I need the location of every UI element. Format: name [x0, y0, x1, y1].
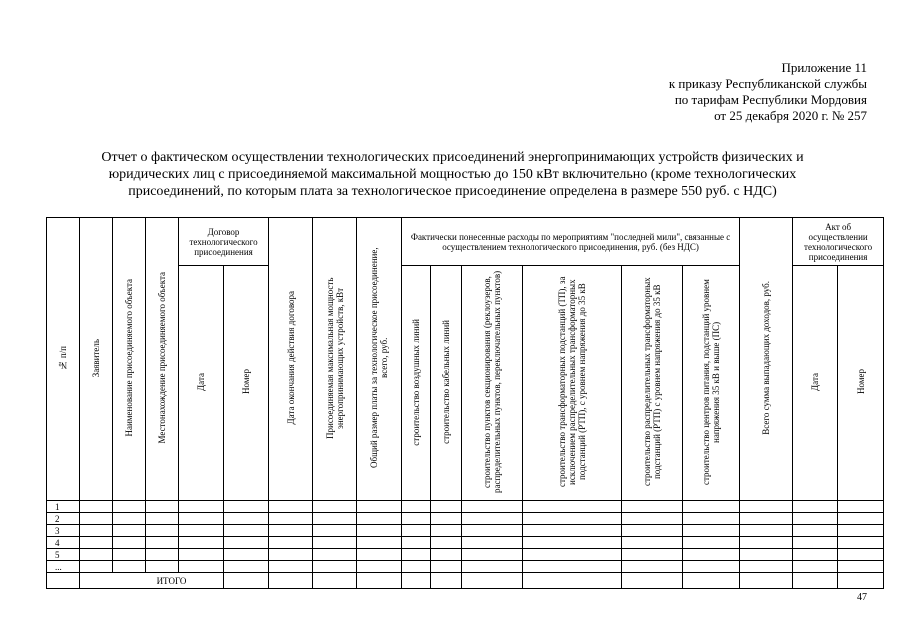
- header-object-name: Наименование присоединяемого объекта: [113, 218, 146, 501]
- total-row: [47, 573, 884, 589]
- table-row: [47, 501, 884, 513]
- row-number: 1: [47, 501, 80, 513]
- table-cell: [462, 501, 523, 513]
- table-cell: [357, 501, 402, 513]
- table-cell: [80, 501, 113, 513]
- table-cell: [224, 501, 269, 513]
- header-cost-4: строительство трансформаторных подстанций (ТП), за исключением распределительных трансформаторных подстанций (РТП), с уровнем напряжения до 35 кВ: [523, 266, 622, 501]
- table-cell: [838, 513, 884, 525]
- table-cell: [224, 513, 269, 525]
- table-cell: [462, 513, 523, 525]
- table-cell: [179, 549, 224, 561]
- table-cell: [269, 537, 313, 549]
- table-cell: [269, 513, 313, 525]
- table-row: [47, 513, 884, 525]
- table-cell: [313, 513, 357, 525]
- table-cell: [838, 525, 884, 537]
- table-cell: [431, 561, 462, 573]
- table-cell: [80, 537, 113, 549]
- table-cell: [146, 501, 179, 513]
- table-cell: [523, 525, 622, 537]
- table-cell: [740, 501, 793, 513]
- table-cell: [269, 561, 313, 573]
- header-cost-1: строительство воздушных линий: [402, 266, 431, 501]
- table-cell: [113, 549, 146, 561]
- table-cell: [146, 549, 179, 561]
- table-cell: [146, 561, 179, 573]
- appendix-block: [669, 60, 867, 124]
- table-cell: [269, 525, 313, 537]
- table-cell: [523, 549, 622, 561]
- table-cell: [357, 561, 402, 573]
- table-cell: [740, 513, 793, 525]
- table-cell: [402, 537, 431, 549]
- header-cost-3: строительство пунктов секционирования (реклоузеров, распределительных пунктов, переключательных пунктов): [462, 266, 523, 501]
- table-cell: [462, 525, 523, 537]
- table-cell: [146, 513, 179, 525]
- table-cell: [462, 549, 523, 561]
- table-cell: [431, 549, 462, 561]
- table-cell: [793, 513, 838, 525]
- table-cell: [80, 561, 113, 573]
- appendix-line: по тарифам Республики Мордовия: [674, 92, 867, 107]
- table-cell: [179, 501, 224, 513]
- table-cell: [357, 525, 402, 537]
- header-total-fee: Общий размер платы за технологическое присоединение, всего, руб.: [357, 218, 402, 501]
- table-cell: [357, 537, 402, 549]
- table-cell: [622, 525, 683, 537]
- table-cell: [313, 501, 357, 513]
- report-title: Отчет о фактическом осуществлении технологических присоединений энергопринимающих устройств физических и юридических лиц с присоединяемой максимальной мощностью до 150 кВт включительно (кроме технологических присоединений, по которым плата за технологическое присоединение определена в размере 550 руб. с НДС): [101, 150, 804, 199]
- table-cell: [224, 525, 269, 537]
- table-cell: [179, 537, 224, 549]
- table-cell: [523, 561, 622, 573]
- table-cell: [113, 525, 146, 537]
- header-costs-group: Фактически понесенные расходы по мероприятиям "последней мили", связанные с осуществлением технологического присоединения, руб. (без НДС): [402, 218, 740, 266]
- table-cell: [683, 501, 740, 513]
- table-cell: [357, 513, 402, 525]
- table-row: [47, 561, 884, 573]
- table-cell: [462, 537, 523, 549]
- appendix-line: Приложение 11: [781, 60, 867, 75]
- table-cell: [523, 501, 622, 513]
- header-act-date: Дата: [793, 266, 838, 501]
- table-cell: [402, 513, 431, 525]
- table-cell: [179, 513, 224, 525]
- appendix-line: от 25 декабря 2020 г. № 257: [714, 108, 867, 123]
- table-cell: [431, 537, 462, 549]
- header-lost-income: Всего сумма выпадающих доходов, руб.: [740, 218, 793, 501]
- table-cell: [269, 549, 313, 561]
- table-cell: [740, 549, 793, 561]
- table-cell: [313, 549, 357, 561]
- table-cell: [838, 501, 884, 513]
- table-cell: [523, 537, 622, 549]
- table-cell: [224, 549, 269, 561]
- table-cell: [838, 549, 884, 561]
- table-cell: [431, 513, 462, 525]
- table-cell: [793, 561, 838, 573]
- table-cell: [179, 525, 224, 537]
- table-cell: [402, 501, 431, 513]
- table-cell: [113, 561, 146, 573]
- row-number: ...: [47, 561, 80, 573]
- total-label: ИТОГО: [80, 573, 224, 589]
- table-cell: [146, 525, 179, 537]
- table-cell: [313, 525, 357, 537]
- table-cell: [402, 525, 431, 537]
- table-cell: [622, 537, 683, 549]
- header-contract-end: Дата окончания действия договора: [269, 218, 313, 501]
- page-number: 47: [857, 592, 867, 603]
- header-cost-6: строительство центров питания, подстанций уровнем напряжения 35 кВ и выше (ПС): [683, 266, 740, 501]
- table-cell: [179, 561, 224, 573]
- table-cell: [113, 501, 146, 513]
- header-applicant: Заявитель: [80, 218, 113, 501]
- header-contract-date: Дата: [179, 266, 224, 501]
- table-cell: [523, 513, 622, 525]
- table-cell: [683, 549, 740, 561]
- table-cell: [622, 549, 683, 561]
- header-num: № п/п: [47, 218, 80, 501]
- header-cost-2: строительство кабельных линий: [431, 266, 462, 501]
- row-number: 2: [47, 513, 80, 525]
- table-cell: [740, 525, 793, 537]
- table-row: [47, 525, 884, 537]
- table-cell: [80, 549, 113, 561]
- appendix-line: к приказу Республиканской службы: [668, 76, 867, 91]
- table-cell: [224, 561, 269, 573]
- header-cost-5: строительство распределительных трансформаторных подстанций (РТП) с уровнем напряжения до 35 кВ: [622, 266, 683, 501]
- table-cell: [622, 561, 683, 573]
- table-cell: [431, 525, 462, 537]
- table-cell: [269, 501, 313, 513]
- row-number: 3: [47, 525, 80, 537]
- table-cell: [113, 537, 146, 549]
- header-contract-number: Номер: [224, 266, 269, 501]
- table-cell: [793, 501, 838, 513]
- table-cell: [113, 513, 146, 525]
- table-cell: [402, 561, 431, 573]
- table-cell: [683, 561, 740, 573]
- header-object-location: Местонахождение присоединяемого объекта: [146, 218, 179, 501]
- table-cell: [462, 561, 523, 573]
- table-cell: [838, 537, 884, 549]
- header-act-number: Номер: [838, 266, 884, 501]
- header-act-group: Акт об осуществлении технологического присоединения: [793, 218, 884, 266]
- table-cell: [80, 525, 113, 537]
- table-cell: [146, 537, 179, 549]
- table-row: [47, 549, 884, 561]
- table-cell: [622, 513, 683, 525]
- table-cell: [683, 537, 740, 549]
- table-cell: [402, 549, 431, 561]
- report-table: [46, 217, 884, 589]
- row-number: 5: [47, 549, 80, 561]
- table-cell: [313, 561, 357, 573]
- table-cell: [683, 525, 740, 537]
- table-row: [47, 537, 884, 549]
- table-cell: [622, 501, 683, 513]
- table-cell: [740, 537, 793, 549]
- table-cell: [838, 561, 884, 573]
- table-cell: [224, 537, 269, 549]
- header-power: Присоединяемая максимальная мощность энергопринимающих устройств, кВт: [313, 218, 357, 501]
- table-cell: [683, 513, 740, 525]
- table-cell: [357, 549, 402, 561]
- table-cell: [431, 501, 462, 513]
- table-cell: [793, 537, 838, 549]
- row-number: 4: [47, 537, 80, 549]
- table-cell: [313, 537, 357, 549]
- table-cell: [793, 525, 838, 537]
- table-cell: [80, 513, 113, 525]
- table-cell: [740, 561, 793, 573]
- table-cell: [793, 549, 838, 561]
- header-contract-group: Договор технологического присоединения: [179, 218, 269, 266]
